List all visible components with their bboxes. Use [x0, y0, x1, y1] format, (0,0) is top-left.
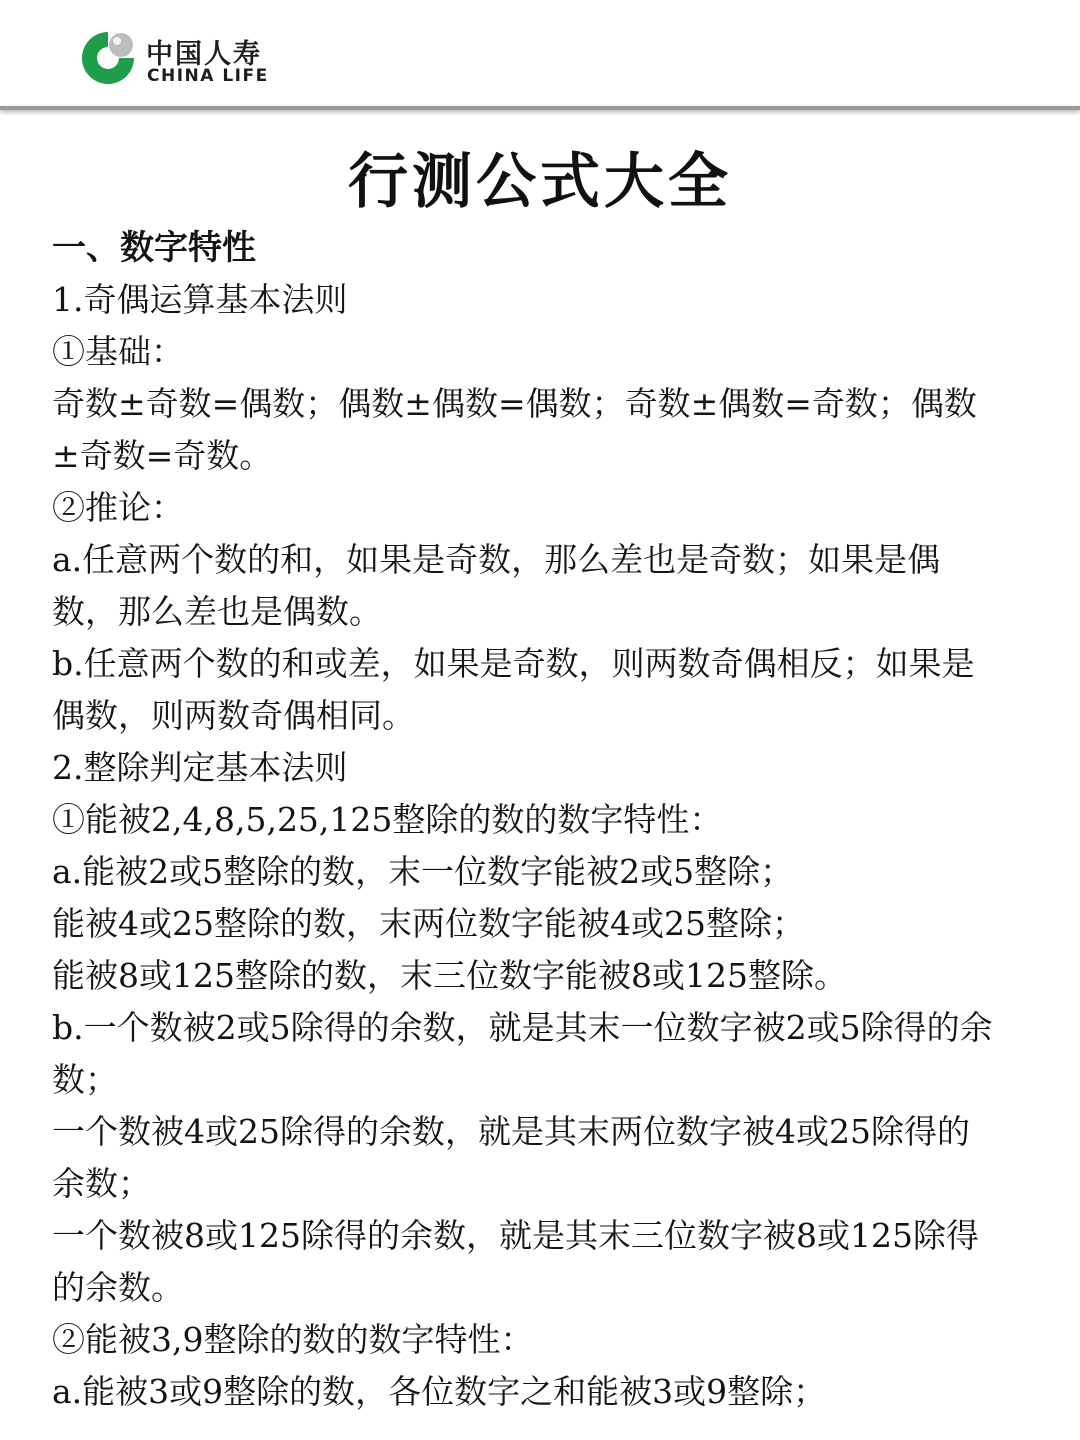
text-line: a.任意两个数的和，如果是奇数，那么差也是奇数；如果是偶 — [52, 540, 941, 579]
text-line: 数，那么差也是偶数。 — [52, 592, 382, 631]
text-line: 2.整除判定基本法则 — [52, 748, 348, 787]
text-line: ②能被3,9整除的数的数字特性： — [52, 1320, 534, 1359]
text-line: 奇数±奇数=偶数；偶数±偶数=偶数；奇数±偶数=奇数；偶数 — [52, 384, 977, 423]
text-line: ±奇数=奇数。 — [52, 436, 273, 475]
text-line: b.一个数被2或5除得的余数，就是其末一位数字被2或5除得的余 — [52, 1008, 993, 1047]
page-title: 行测公式大全 — [348, 147, 732, 217]
text-line: 的余数。 — [52, 1268, 184, 1307]
text-line: ②推论： — [52, 488, 184, 527]
text-line: ①能被2,4,8,5,25,125整除的数的数字特性： — [52, 800, 723, 839]
text-line: 1.奇偶运算基本法则 — [52, 280, 348, 319]
text-line: 余数； — [52, 1164, 151, 1203]
text-line: a.能被2或5整除的数，末一位数字能被2或5整除； — [52, 852, 794, 891]
header-divider — [0, 106, 1080, 110]
text-line: a.能被3或9整除的数，各位数字之和能被3或9整除； — [52, 1372, 827, 1411]
page-header — [0, 0, 1080, 108]
text-line: 数； — [52, 1060, 118, 1099]
logo-chinese-name: 中国人寿 — [146, 39, 262, 70]
china-life-emblem-icon — [80, 30, 136, 86]
document-body — [52, 222, 1032, 1418]
text-line: ①基础： — [52, 332, 184, 371]
text-line: 偶数，则两数奇偶相同。 — [52, 696, 415, 735]
text-line: 能被4或25整除的数，末两位数字能被4或25整除； — [52, 904, 805, 943]
text-line: b.任意两个数的和或差，如果是奇数，则两数奇偶相反；如果是 — [52, 644, 975, 683]
text-line: 一个数被4或25除得的余数，就是其末两位数字被4或25除得的 — [52, 1112, 970, 1151]
text-line: 能被8或125整除的数，末三位数字能被8或125整除。 — [52, 956, 847, 995]
text-line: 一个数被8或125除得的余数，就是其末三位数字被8或125除得 — [52, 1216, 979, 1255]
section-heading: 一、数字特性 — [52, 228, 256, 268]
logo-english-name: CHINA LIFE — [147, 66, 269, 86]
china-life-logo — [80, 28, 300, 88]
